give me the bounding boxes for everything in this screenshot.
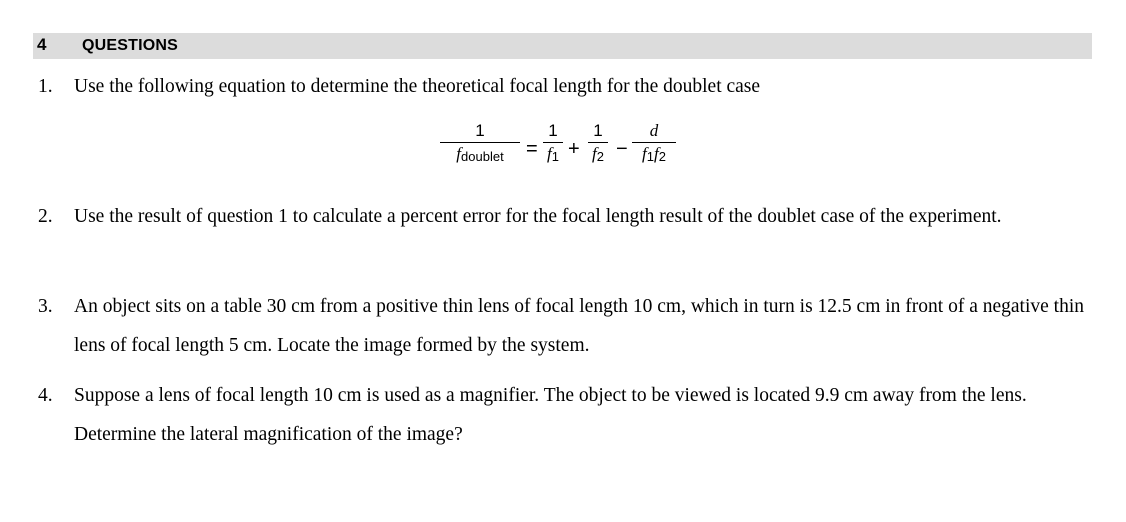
- minus-sign: −: [616, 138, 628, 160]
- numerator: d: [649, 121, 659, 140]
- section-number: 4: [37, 35, 47, 54]
- fraction-term-1: [543, 120, 563, 166]
- fraction-lhs: [440, 120, 520, 166]
- section-title: QUESTIONS: [82, 37, 179, 54]
- plus-sign: +: [568, 138, 580, 160]
- fraction-term-2: [588, 120, 608, 166]
- denominator: f2: [592, 144, 604, 164]
- denominator: fdoublet: [456, 144, 504, 164]
- question-text: Use the result of question 1 to calculate a percent error for the focal length result of the doublet case of the experiment.: [74, 206, 1002, 227]
- section-header: [33, 33, 1092, 59]
- numerator: 1: [593, 121, 603, 140]
- question-text: An object sits on a table 30 cm from a positive thin lens of focal length 10 cm, which in turn is 12.5 cm in front of a negative thin lens of focal length 5 cm. Locate the image formed by the system.: [74, 296, 1084, 356]
- question-number: 1.: [38, 76, 53, 97]
- question-number: 2.: [38, 206, 53, 227]
- question-number: 3.: [38, 296, 53, 317]
- denominator: f1f2: [642, 144, 666, 164]
- denominator: f1: [547, 144, 559, 164]
- doublet-focal-length-equation: [440, 120, 700, 186]
- numerator: 1: [548, 121, 558, 140]
- numerator: 1: [475, 121, 485, 140]
- question-text: Use the following equation to determine the theoretical focal length for the doublet case: [74, 76, 761, 97]
- question-number: 4.: [38, 385, 53, 406]
- fraction-term-3: [632, 120, 676, 166]
- question-text: Suppose a lens of focal length 10 cm is used as a magnifier. The object to be viewed is located 9.9 cm away from the lens. Determine the lateral magnification of the image?: [74, 385, 1027, 445]
- equals-sign: =: [526, 138, 538, 160]
